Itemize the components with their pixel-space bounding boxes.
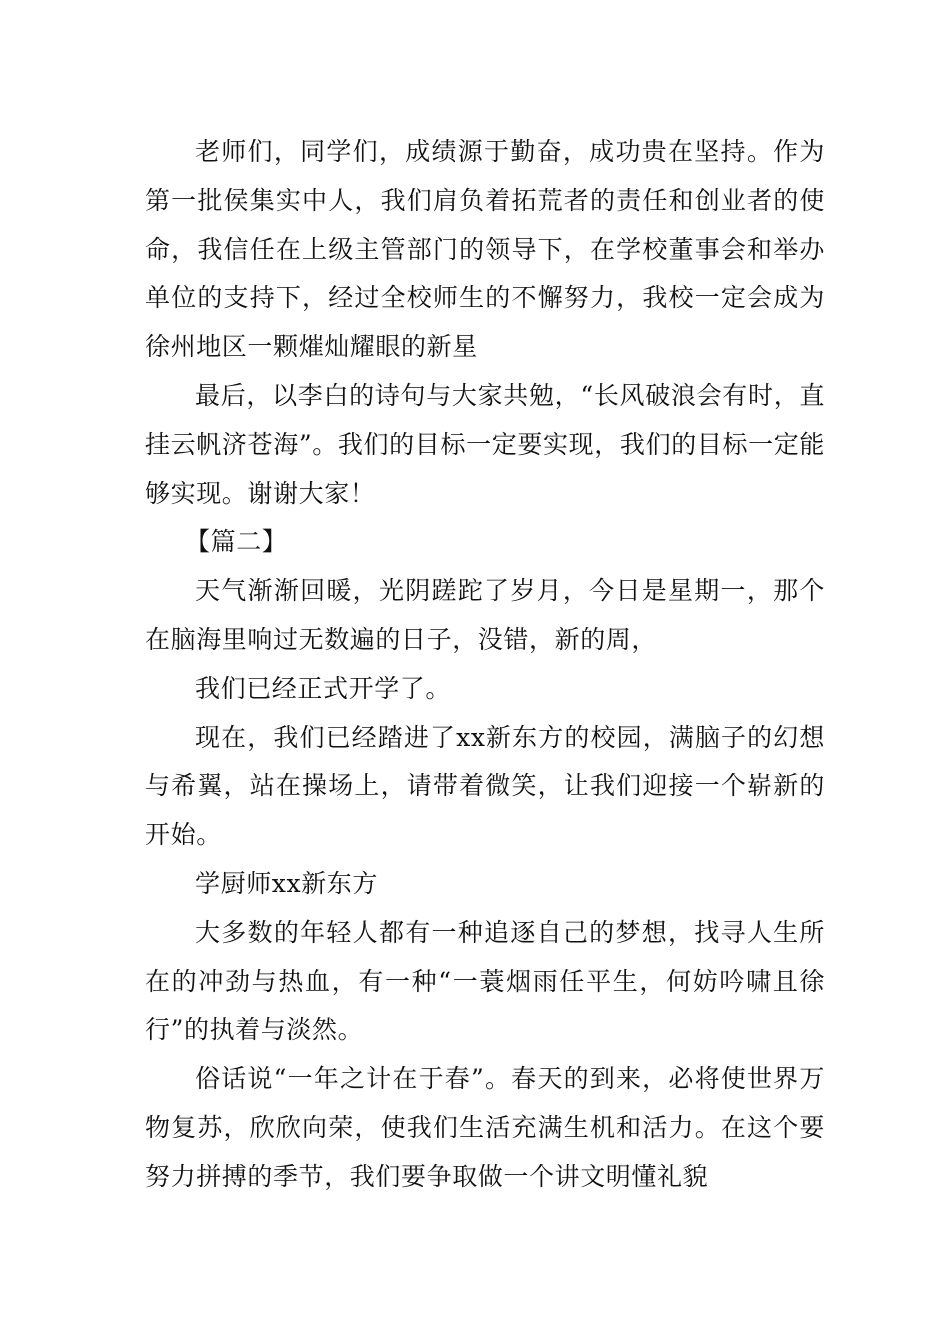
document-body [145, 128, 825, 1202]
paragraph-final-quote: 最后，以李白的诗句与大家共勉，“长风破浪会有时，直挂云帆济苍海”。我们的目标一定要实现，我们的目标一定能够实现。谢谢大家！ [145, 380, 825, 508]
paragraph-subtitle: 学厨师xx新东方 [195, 868, 378, 898]
paragraph-spring: 俗话说“一年之计在于春”。春天的到来，必将使世界万物复苏，欣欣向荣，使我们生活充满生机和活力。在这个要努力拼搏的季节，我们要争取做一个讲文明懂礼貌 [145, 1064, 825, 1191]
paragraph-dreams: 大多数的年轻人都有一种追逐自己的梦想，找寻人生所在的冲劲与热血，有一种“一蓑烟雨任平生，何妨吟啸且徐行”的执着与淡然。 [145, 917, 825, 1045]
section-heading: 【篇二】 [185, 527, 288, 557]
paragraph-school-start: 我们已经正式开学了。 [195, 673, 452, 703]
paragraph-closing-remarks: 老师们，同学们，成绩源于勤奋，成功贵在坚持。作为第一批侯集实中人，我们肩负着拓荒者的责任和创业者的使命，我信任在上级主管部门的领导下，在学校董事会和举办单位的支持下，经过全校师生的不懈努力，我校一定会成为徐州地区一颗熣灿耀眼的新星 [145, 137, 825, 362]
paragraph-campus: 现在，我们已经踏进了xx新东方的校园，满脑子的幻想与希翼，站在操场上，请带着微笑，让我们迎接一个崭新的开始。 [145, 722, 825, 850]
paragraph-weather: 天气渐渐回暖，光阴蹉跎了岁月，今日是星期一，那个在脑海里响过无数遍的日子，没错，新的周， [145, 576, 825, 654]
